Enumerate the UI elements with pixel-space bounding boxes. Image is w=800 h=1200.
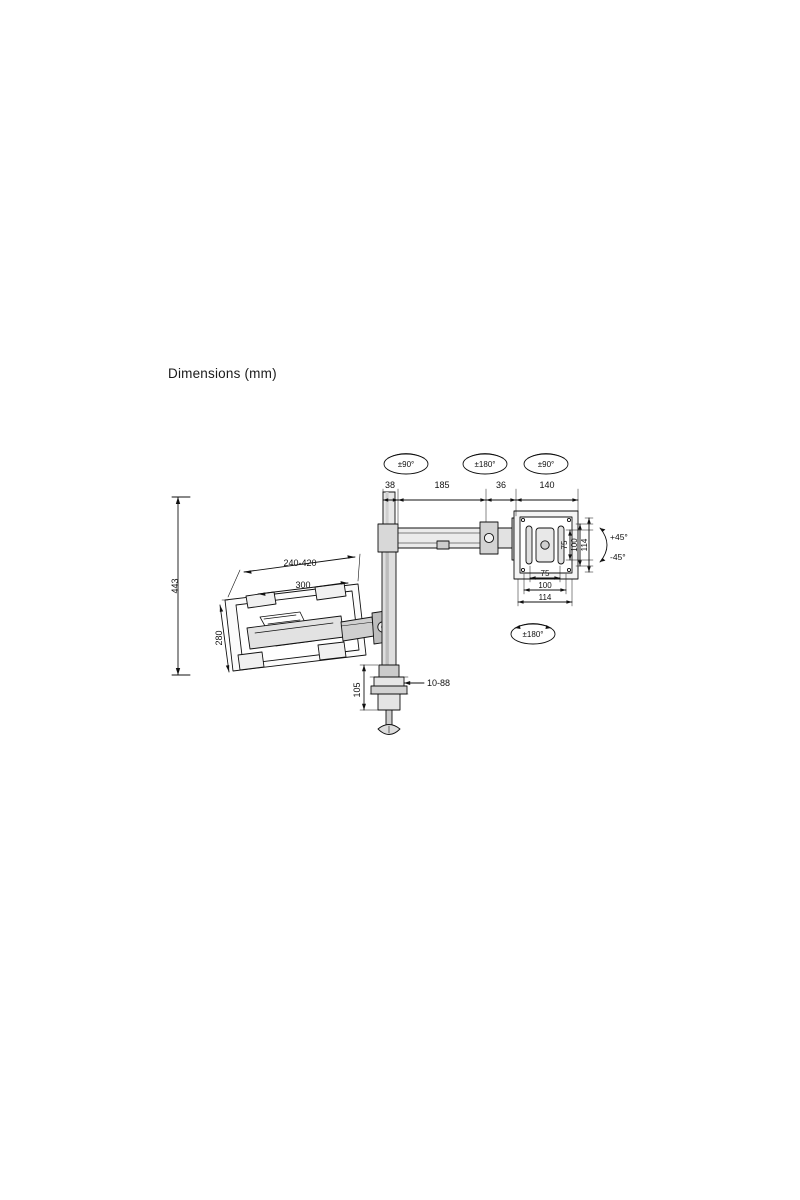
badge-pole-rotation: ±90° bbox=[397, 460, 415, 469]
label-tilt-up: +45° bbox=[610, 532, 628, 542]
dim-vesa-height-75: 75 bbox=[560, 540, 569, 550]
badge-mid-joint-rotation: ±180° bbox=[474, 460, 496, 469]
dim-clamp-height: 105 bbox=[352, 682, 362, 698]
dim-vesa-width-100: 100 bbox=[538, 581, 552, 590]
dim-tray-width: 300 bbox=[295, 580, 311, 590]
dim-plate-height-114: 114 bbox=[580, 538, 589, 552]
tilt-angle-arc bbox=[600, 528, 607, 562]
dim-plate-width-114: 114 bbox=[538, 593, 552, 602]
horizontal-arm-assembly bbox=[378, 518, 526, 560]
badge-head-rotation: ±90° bbox=[537, 460, 555, 469]
dim-arm-seg-2: 185 bbox=[434, 480, 450, 490]
page-title: Dimensions (mm) bbox=[168, 366, 277, 381]
dim-arm-seg-1: 38 bbox=[384, 480, 396, 490]
dim-arm-seg-4: 140 bbox=[539, 480, 555, 490]
dim-tray-depth: 280 bbox=[214, 630, 224, 646]
desk-thickness-leader bbox=[404, 681, 424, 685]
laptop-tray-assembly bbox=[225, 583, 394, 671]
badge-vesa-plate-rotation: ±180° bbox=[522, 630, 544, 639]
dim-vesa-width-75: 75 bbox=[540, 569, 550, 578]
dim-vesa-height-100: 100 bbox=[570, 538, 579, 552]
label-tilt-down: -45° bbox=[610, 552, 626, 562]
dim-desk-thickness-range: 10-88 bbox=[427, 678, 451, 688]
dim-tray-width-range: 240-420 bbox=[283, 558, 317, 568]
dim-total-height: 443 bbox=[170, 578, 180, 594]
dim-arm-seg-3: 36 bbox=[495, 480, 507, 490]
